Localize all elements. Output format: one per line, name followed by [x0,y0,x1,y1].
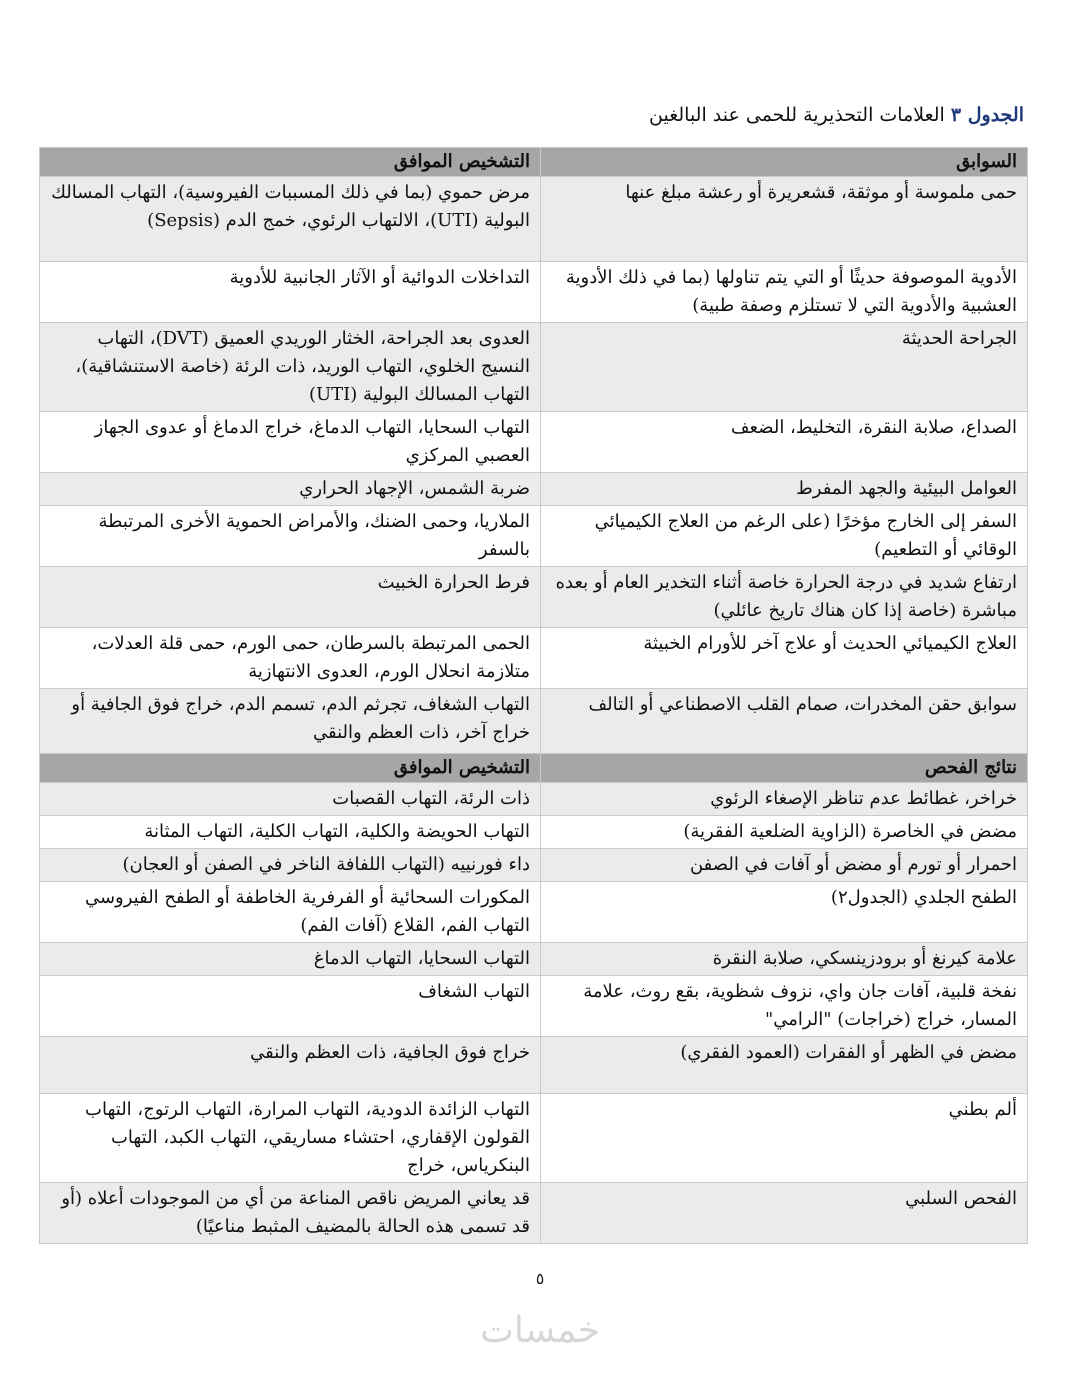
table-row [40,943,1028,976]
header-history: السوابق [541,148,1028,177]
header-diagnosis: التشخيص الموافق [40,754,541,783]
history-cell: الصداع، صلابة النقرة، التخليط، الضعف [541,412,1028,473]
diagnosis-cell: التداخلات الدوائية أو الآثار الجانبية للأدوية [40,262,541,323]
table-row [40,882,1028,943]
diagnosis-cell: التهاب السحايا، التهاب الدماغ [40,943,541,976]
finding-cell: الطفح الجلدي (الجدول٢) [541,882,1028,943]
caption-title: العلامات التحذيرية للحمى عند البالغين [649,104,945,126]
history-cell: سوابق حقن المخدرات، صمام القلب الاصطناعي أو التالف [541,689,1028,754]
history-cell: الأدوية الموصوفة حديثًا أو التي يتم تناولها (بما في ذلك الأدوية العشبية والأدوية التي لا تستلزم وصفة طبية) [541,262,1028,323]
diagnosis-cell: فرط الحرارة الخبيث [40,567,541,628]
history-cell: حمى ملموسة أو موثقة، قشعريرة أو رعشة مبلغ عنها [541,177,1028,262]
diagnosis-cell: التهاب الزائدة الدودية، التهاب المرارة، التهاب الرتوج، التهاب القولون الإقفاري، احتشاء مساريقي، التهاب الكبد، التهاب البنكرياس، خراج [40,1094,541,1183]
finding-cell: خراخر، غطائط عدم تناظر الإصغاء الرئوي [541,783,1028,816]
finding-cell: احمرار أو تورم أو مضض أو آفات في الصفن [541,849,1028,882]
diagnosis-cell: التهاب الشغاف، تجرثم الدم، تسمم الدم، خراج فوق الجافية أو خراج آخر، ذات العظم والنقي [40,689,541,754]
table-row [40,816,1028,849]
finding-cell: مضض في الخاصرة (الزاوية الضلعية الفقرية) [541,816,1028,849]
warning-signs-table [39,147,1028,1244]
exam-header-row [40,754,1028,783]
table-row [40,1183,1028,1244]
table-row [40,177,1028,262]
finding-cell: ألم بطني [541,1094,1028,1183]
table-row [40,1094,1028,1183]
diagnosis-cell: ذات الرئة، التهاب القصبات [40,783,541,816]
header-diagnosis: التشخيص الموافق [40,148,541,177]
diagnosis-cell: داء فورنييه (التهاب اللفافة الناخر في الصفن أو العجان) [40,849,541,882]
diagnosis-cell: مرض حموي (بما في ذلك المسببات الفيروسية)، التهاب المسالك البولية (UTI)، الالتهاب الرئوي، خمج الدم (Sepsis) [40,177,541,262]
history-cell: ارتفاع شديد في درجة الحرارة خاصة أثناء التخدير العام أو بعده مباشرة (خاصة إذا كان هناك تاريخ عائلي) [541,567,1028,628]
diagnosis-cell: المكورات السحائية أو الفرفرية الخاطفة أو الطفح الفيروسي التهاب الفم، القلاع (آفات الفم) [40,882,541,943]
table-row [40,783,1028,816]
diagnosis-cell: العدوى بعد الجراحة، الخثار الوريدي العميق (DVT)، التهاب النسيج الخلوي، التهاب الوريد، ذات الرئة (خاصة الاستنشاقية)، التهاب المسالك البولية (UTI) [40,323,541,412]
table-row [40,262,1028,323]
table-row [40,976,1028,1037]
table-row [40,1037,1028,1094]
table-row [40,567,1028,628]
diagnosis-cell: قد يعاني المريض ناقص المناعة من أي من الموجودات أعلاه (أو قد تسمى هذه الحالة بالمضيف المثبط مناعيًا) [40,1183,541,1244]
page-number: ٥ [535,1269,545,1288]
table-row [40,412,1028,473]
table-caption [649,104,1024,126]
table-row [40,849,1028,882]
diagnosis-cell: خراج فوق الجافية، ذات العظم والنقي [40,1037,541,1094]
history-header-row [40,148,1028,177]
caption-label: الجدول ٣ [950,104,1024,126]
history-cell: الجراحة الحديثة [541,323,1028,412]
history-cell: السفر إلى الخارج مؤخرًا (على الرغم من العلاج الكيميائي الوقائي أو التطعيم) [541,506,1028,567]
finding-cell: علامة كيرنغ أو برودزينسكي، صلابة النقرة [541,943,1028,976]
finding-cell: نفخة قلبية، آفات جان واي، نزوف شظوية، بقع روث، علامة المسار، خراج (خراجات) "الرامي" [541,976,1028,1037]
table-row [40,506,1028,567]
history-cell: العلاج الكيميائي الحديث أو علاج آخر للأورام الخبيثة [541,628,1028,689]
table-row [40,689,1028,754]
diagnosis-cell: الملاريا، وحمى الضنك، والأمراض الحموية الأخرى المرتبطة بالسفر [40,506,541,567]
finding-cell: الفحص السلبي [541,1183,1028,1244]
finding-cell: مضض في الظهر أو الفقرات (العمود الفقري) [541,1037,1028,1094]
table-row [40,323,1028,412]
table-row [40,628,1028,689]
diagnosis-cell: التهاب الحويضة والكلية، التهاب الكلية، التهاب المثانة [40,816,541,849]
diagnosis-cell: الحمى المرتبطة بالسرطان، حمى الورم، حمى قلة العدلات، متلازمة انحلال الورم، العدوى الانتهازية [40,628,541,689]
diagnosis-cell: التهاب الشغاف [40,976,541,1037]
header-exam-findings: نتائج الفحص [541,754,1028,783]
table-row [40,473,1028,506]
history-cell: العوامل البيئية والجهد المفرط [541,473,1028,506]
diagnosis-cell: ضربة الشمس، الإجهاد الحراري [40,473,541,506]
watermark-logo: خمسات [479,1310,601,1351]
diagnosis-cell: التهاب السحايا، التهاب الدماغ، خراج الدماغ أو عدوى الجهاز العصبي المركزي [40,412,541,473]
